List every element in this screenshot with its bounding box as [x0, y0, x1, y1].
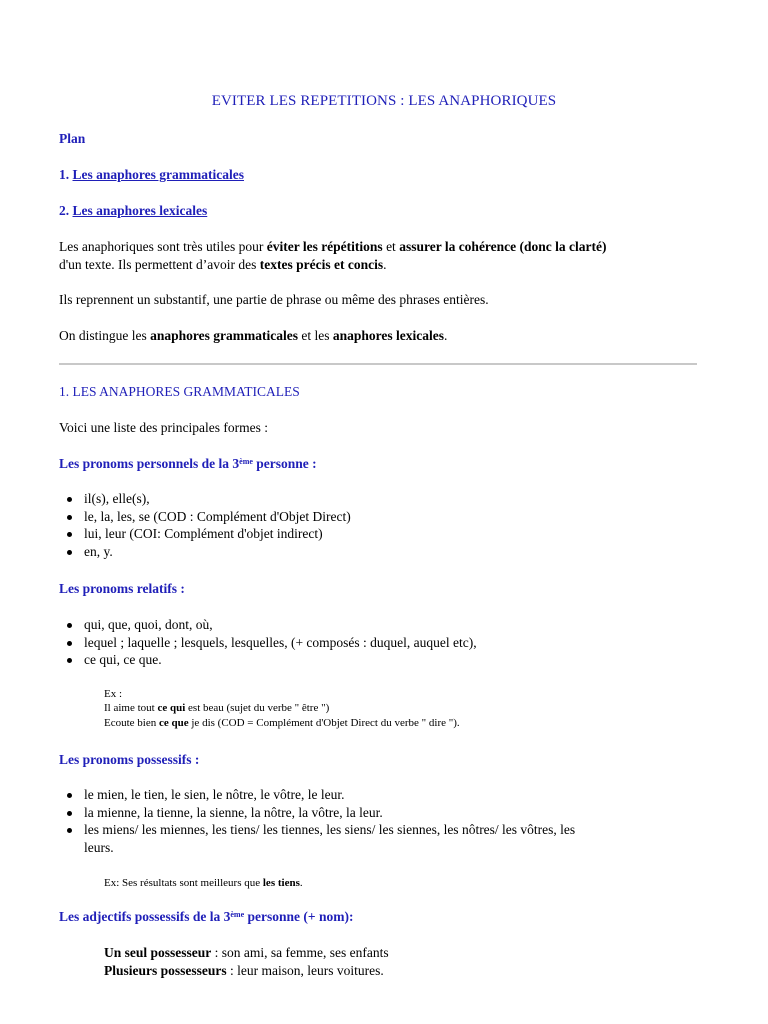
heading-text: personne :: [252, 456, 317, 471]
intro-paragraph-1-line-1: [59, 238, 607, 256]
intro-bold-textes: textes précis et concis: [259, 257, 384, 272]
example-text: est beau (sujet du verbe " être "): [185, 702, 330, 714]
intro-text: Les anaphoriques sont très utiles pour: [59, 239, 267, 254]
example-bold: ce qui: [157, 702, 186, 714]
plan-link-anaphores-grammaticales[interactable]: Les anaphores grammaticales: [72, 167, 244, 182]
possesseur-label: Un seul possesseur: [104, 945, 212, 960]
list-item: la mienne, la tienne, la sienne, la nôtre, la vôtre, la leur.: [79, 804, 575, 822]
horizontal-rule: [59, 363, 697, 365]
intro-bold-grammaticales: anaphores grammaticales: [150, 328, 298, 343]
pronoms-possessifs-heading: Les pronoms possessifs :: [59, 752, 200, 767]
pronoms-personnels-heading: [59, 455, 317, 473]
example-bold: les tiens: [262, 877, 300, 889]
possessifs-example: [104, 876, 303, 891]
list-item: le, la, les, se (COD : Complément d'Objet Direct): [79, 508, 351, 526]
pronoms-relatifs-list: [59, 616, 477, 669]
example-text: Il aime tout: [104, 702, 158, 714]
heading-superscript: ème: [230, 910, 245, 919]
plan-link-anaphores-lexicales[interactable]: Les anaphores lexicales: [72, 203, 208, 218]
intro-bold-eviter: éviter les répétitions: [266, 239, 383, 254]
list-item: [79, 821, 575, 856]
heading-text: personne (+ nom):: [244, 909, 354, 924]
pronoms-personnels-list: [59, 490, 351, 560]
adjectifs-line-1: [104, 944, 389, 962]
intro-paragraph-1-line-2: [59, 256, 386, 274]
list-item-line: les miens/ les miennes, les tiens/ les tiennes, les siens/ les siennes, les nôtres/ les vôtres, les: [84, 822, 576, 837]
intro-bold-lexicales: anaphores lexicales: [332, 328, 444, 343]
intro-bold-coherence: assurer la cohérence (donc la clarté): [399, 239, 607, 254]
relatifs-example-label: Ex :: [104, 688, 123, 700]
example-bold: ce que: [158, 717, 189, 729]
list-item: ce qui, ce que.: [79, 651, 477, 669]
plan-heading: Plan: [59, 131, 86, 146]
list-item: le mien, le tien, le sien, le nôtre, le vôtre, le leur.: [79, 786, 575, 804]
adjectifs-possessifs-heading: [59, 908, 353, 926]
list-item: lui, leur (COI: Complément d'objet indirect): [79, 525, 351, 543]
section-1-heading: 1. LES ANAPHORES GRAMMATICALES: [59, 384, 300, 399]
list-item: lequel ; laquelle ; lesquels, lesquelles, (+ composés : duquel, auquel etc),: [79, 634, 477, 652]
list-item-line: leurs.: [84, 839, 114, 855]
list-item: qui, que, quoi, dont, où,: [79, 616, 477, 634]
list-item: il(s), elle(s),: [79, 490, 351, 508]
pronoms-possessifs-list: [59, 786, 575, 856]
possesseurs-label: Plusieurs possesseurs: [104, 963, 227, 978]
adjectifs-line-2: [104, 962, 384, 980]
heading-superscript: ème: [239, 457, 253, 466]
possesseur-text: : son ami, sa femme, ses enfants: [211, 945, 389, 960]
relatifs-example-1: [104, 701, 329, 716]
intro-text: .: [444, 328, 448, 343]
intro-text: d'un texte. Ils permettent d’avoir des: [59, 257, 260, 272]
pronoms-relatifs-heading: Les pronoms relatifs :: [59, 581, 185, 596]
section-1-lead: Voici une liste des principales formes :: [59, 420, 268, 435]
heading-text: Les pronoms personnels de la 3: [59, 456, 240, 471]
heading-text: Les adjectifs possessifs de la 3: [59, 909, 231, 924]
example-text: .: [299, 877, 303, 889]
example-text: je dis (COD = Complément d'Objet Direct du verbe " dire ").: [188, 717, 460, 729]
plan-item-2: [59, 202, 207, 220]
plan-item-2-number: 2.: [59, 203, 73, 218]
example-text: Ex: Ses résultats sont meilleurs que: [104, 877, 263, 889]
plan-item-1: [59, 166, 244, 184]
intro-text: et: [382, 239, 400, 254]
intro-paragraph-3: [59, 327, 447, 345]
intro-paragraph-2: Ils reprennent un substantif, une partie de phrase ou même des phrases entières.: [59, 292, 489, 307]
intro-text: On distingue les: [59, 328, 151, 343]
intro-text: .: [383, 257, 387, 272]
list-item: en, y.: [79, 543, 351, 561]
page-title: EVITER LES REPETITIONS : LES ANAPHORIQUES: [211, 93, 557, 109]
intro-text: et les: [298, 328, 333, 343]
relatifs-example-2: [104, 716, 460, 731]
plan-item-1-number: 1.: [59, 167, 73, 182]
possesseurs-text: : leur maison, leurs voitures.: [226, 963, 384, 978]
example-text: Ecoute bien: [104, 717, 159, 729]
